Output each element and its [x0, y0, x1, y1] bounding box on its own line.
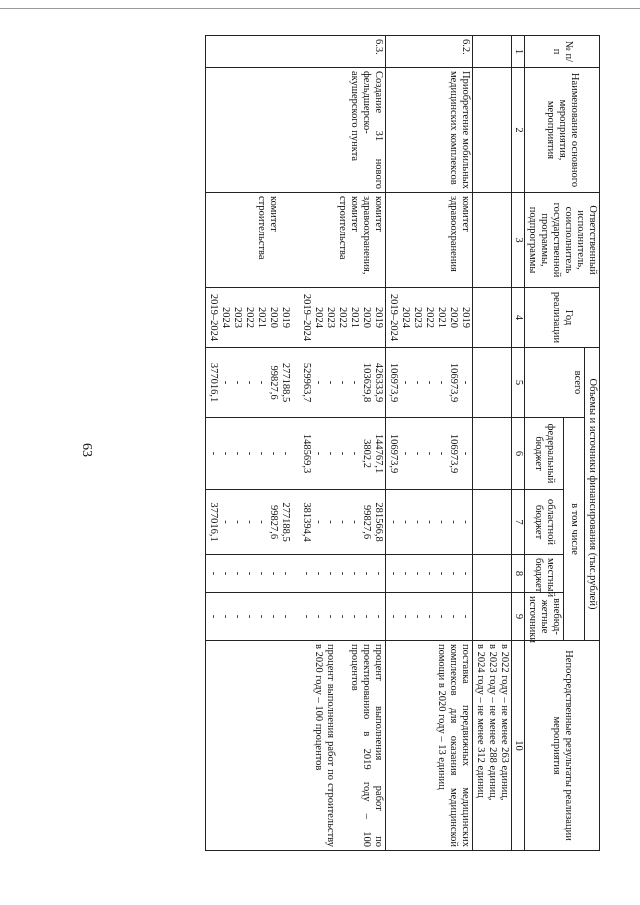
header-local: местный бюджет [525, 555, 564, 593]
value: - [337, 520, 348, 524]
value: - [448, 520, 459, 524]
value: - [220, 614, 231, 619]
extra-cell [299, 593, 386, 641]
event-name: Создание 31 нового фельдшерско-акушерского пункта [206, 68, 386, 193]
header-regional: областной бюджет [525, 490, 564, 555]
col-num: 4 [512, 288, 525, 348]
value: 106973,9 [388, 362, 399, 403]
years-cell [206, 288, 300, 348]
value: - [268, 571, 279, 576]
header-num: № п/п [525, 36, 600, 68]
value: 377016,1 [208, 502, 219, 542]
value: - [361, 571, 372, 576]
value: - [400, 451, 411, 456]
col-num: 3 [512, 193, 525, 288]
federal-cell [206, 418, 300, 490]
value: 377016,1 [208, 362, 219, 403]
value: - [244, 520, 255, 524]
value: - [424, 380, 435, 385]
regional-cell [386, 490, 473, 555]
value: - [268, 451, 279, 456]
value: - [436, 520, 447, 524]
col-num: 1 [512, 36, 525, 68]
value: 103629,8 [361, 362, 372, 403]
value: - [313, 571, 324, 576]
value: - [244, 571, 255, 576]
value: - [460, 614, 471, 619]
value: - [412, 571, 423, 576]
value: - [460, 380, 471, 385]
value: - [424, 571, 435, 576]
value: - [373, 571, 384, 576]
value: - [280, 614, 291, 619]
year: 2019 [373, 307, 384, 328]
header-name: Наименование основного мероприятия, мероприятия [525, 68, 600, 193]
value: - [325, 520, 336, 524]
local-cell [386, 555, 473, 593]
extra-cell [206, 593, 300, 641]
value: - [301, 614, 312, 619]
total-cell [206, 348, 300, 418]
value: - [244, 380, 255, 385]
result-cell [206, 641, 386, 851]
value: - [400, 520, 411, 524]
header-incl: в том числе [564, 418, 585, 641]
year: 2022 [337, 307, 348, 328]
result-text: поставка передвижных медицинских комплексов для оказания медицинской помощи в 2020 году – 13 единиц [386, 641, 473, 851]
event-name: Приобретение мобильных медицинских комплексов [386, 68, 473, 193]
value: - [448, 571, 459, 576]
local-cell [206, 555, 300, 593]
value: - [232, 451, 243, 456]
value: - [412, 380, 423, 385]
value: - [361, 614, 372, 619]
value: - [232, 571, 243, 576]
value: - [412, 614, 423, 619]
col-num: 2 [512, 68, 525, 193]
col-num: 5 [512, 348, 525, 418]
result-continuation [473, 641, 512, 851]
value: - [436, 571, 447, 576]
value: - [412, 520, 423, 524]
federal-cell [386, 418, 473, 490]
value: - [412, 451, 423, 456]
header-executor: Ответственный исполнитель, соисполнитель государственной программы, подпрограммы [525, 193, 600, 288]
year: 2024 [313, 307, 324, 328]
page-edge-line [0, 8, 640, 9]
value: - [220, 451, 231, 456]
year: 2020 [268, 307, 279, 328]
value: - [313, 614, 324, 619]
value: - [436, 614, 447, 619]
years-cell [386, 288, 473, 348]
row-number: 6.2. [386, 36, 473, 68]
value: 144767,1 [373, 433, 384, 474]
value: 99827,6 [361, 504, 372, 540]
result-line: в 2022 году – не менее 263 единиц, [499, 644, 510, 801]
value: - [448, 614, 459, 619]
column-numbers-row [512, 36, 525, 851]
value: - [280, 451, 291, 456]
value: - [424, 614, 435, 619]
year: 2019–2024 [301, 293, 312, 342]
row-number: 6.3. [206, 36, 386, 68]
value: - [325, 614, 336, 619]
year: 2020 [361, 307, 372, 328]
value: - [256, 451, 267, 456]
result-text: процент выполнения работ по строительству в 2020 году – 100 процентов [313, 644, 336, 848]
value: - [325, 451, 336, 456]
value: - [220, 380, 231, 385]
header-federal: федеральный бюджет [525, 418, 564, 490]
col-num: 7 [512, 490, 525, 555]
total-cell [299, 348, 386, 418]
value: - [388, 571, 399, 576]
year: 2023 [412, 307, 423, 328]
value: - [349, 520, 360, 524]
col-num: 8 [512, 555, 525, 593]
year: 2021 [349, 307, 360, 328]
value: - [400, 571, 411, 576]
year: 2022 [244, 307, 255, 328]
executor: комитет строительства [206, 193, 300, 288]
value: 281566,8 [373, 502, 384, 542]
value: - [208, 571, 219, 576]
col-num: 9 [512, 593, 525, 641]
year: 2019–2024 [388, 293, 399, 342]
year: 2021 [256, 307, 267, 328]
value: - [436, 451, 447, 456]
value: - [244, 614, 255, 619]
value: - [220, 520, 231, 524]
value: - [244, 451, 255, 456]
value: - [388, 520, 399, 524]
year: 2023 [232, 307, 243, 328]
header-financing: Объемы и источники финансирования (тыс.рублей) [585, 348, 600, 641]
value: 3802,2 [361, 439, 372, 468]
value: 106973,9 [448, 433, 459, 474]
value: - [232, 520, 243, 524]
year: 2020 [448, 307, 459, 328]
value: - [232, 614, 243, 619]
value: - [220, 571, 231, 576]
result-text: процент выполнения работ по проектированию в 2019 году – 100 процентов [349, 644, 384, 848]
year: 2019–2024 [208, 293, 219, 342]
value: - [256, 380, 267, 385]
value: 148569,3 [301, 433, 312, 474]
value: 381394,4 [301, 502, 312, 542]
value: - [256, 520, 267, 524]
extra-cell [386, 593, 473, 641]
value: - [313, 451, 324, 456]
value: - [373, 614, 384, 619]
federal-cell [299, 418, 386, 490]
table-row [473, 36, 512, 851]
financing-table [205, 35, 600, 851]
col-num: 6 [512, 418, 525, 490]
value: 277188,5 [280, 362, 291, 403]
header-extra: внебюд-жетные источники [525, 593, 564, 641]
value: 277188,5 [280, 502, 291, 542]
value: - [325, 380, 336, 385]
year: 2019 [280, 307, 291, 328]
value: - [256, 571, 267, 576]
page-number: 63 [79, 443, 94, 457]
value: - [232, 380, 243, 385]
year: 2021 [436, 307, 447, 328]
total-cell [386, 348, 473, 418]
regional-cell [299, 490, 386, 555]
value: 106973,9 [448, 362, 459, 403]
value: - [349, 380, 360, 385]
rotated-page [40, 35, 600, 850]
header-total: всего [525, 348, 585, 418]
value: - [400, 380, 411, 385]
value: - [436, 380, 447, 385]
result-line: в 2023 году – не менее 288 единиц, [487, 644, 498, 801]
value: 99827,6 [268, 504, 279, 540]
years-cell [299, 288, 386, 348]
value: 106973,9 [388, 433, 399, 474]
value: - [337, 614, 348, 619]
result-line: в 2024 году – не менее 312 единиц [475, 644, 486, 798]
header-year: Год реализации [525, 288, 600, 348]
executor: комитет здравоохранения, комитет строительства [299, 193, 386, 288]
value: 426333,9 [373, 362, 384, 403]
value: - [256, 614, 267, 619]
value: - [349, 614, 360, 619]
value: - [460, 451, 471, 456]
year: 2019 [460, 307, 471, 328]
value: - [337, 571, 348, 576]
value: - [388, 614, 399, 619]
value: 529963,7 [301, 362, 312, 403]
executor: комитет здравоохранения [386, 193, 473, 288]
value: - [337, 451, 348, 456]
value: - [325, 571, 336, 576]
value: - [208, 614, 219, 619]
value: - [424, 520, 435, 524]
table-row [299, 36, 386, 851]
year: 2022 [424, 307, 435, 328]
value: - [349, 571, 360, 576]
header-results: Непосредственные результаты реализации мероприятия [525, 641, 600, 851]
year: 2024 [220, 307, 231, 328]
year: 2024 [400, 307, 411, 328]
regional-cell [206, 490, 300, 555]
value: - [208, 451, 219, 456]
col-num: 10 [512, 641, 525, 851]
value: - [313, 380, 324, 385]
value: - [313, 520, 324, 524]
value: - [460, 571, 471, 576]
value: 99827,6 [268, 365, 279, 400]
value: - [400, 614, 411, 619]
table-row [386, 36, 473, 851]
year: 2023 [325, 307, 336, 328]
value: - [460, 520, 471, 524]
value: - [424, 451, 435, 456]
local-cell [299, 555, 386, 593]
value: - [301, 571, 312, 576]
value: - [268, 614, 279, 619]
value: - [337, 380, 348, 385]
value: - [280, 571, 291, 576]
value: - [349, 451, 360, 456]
